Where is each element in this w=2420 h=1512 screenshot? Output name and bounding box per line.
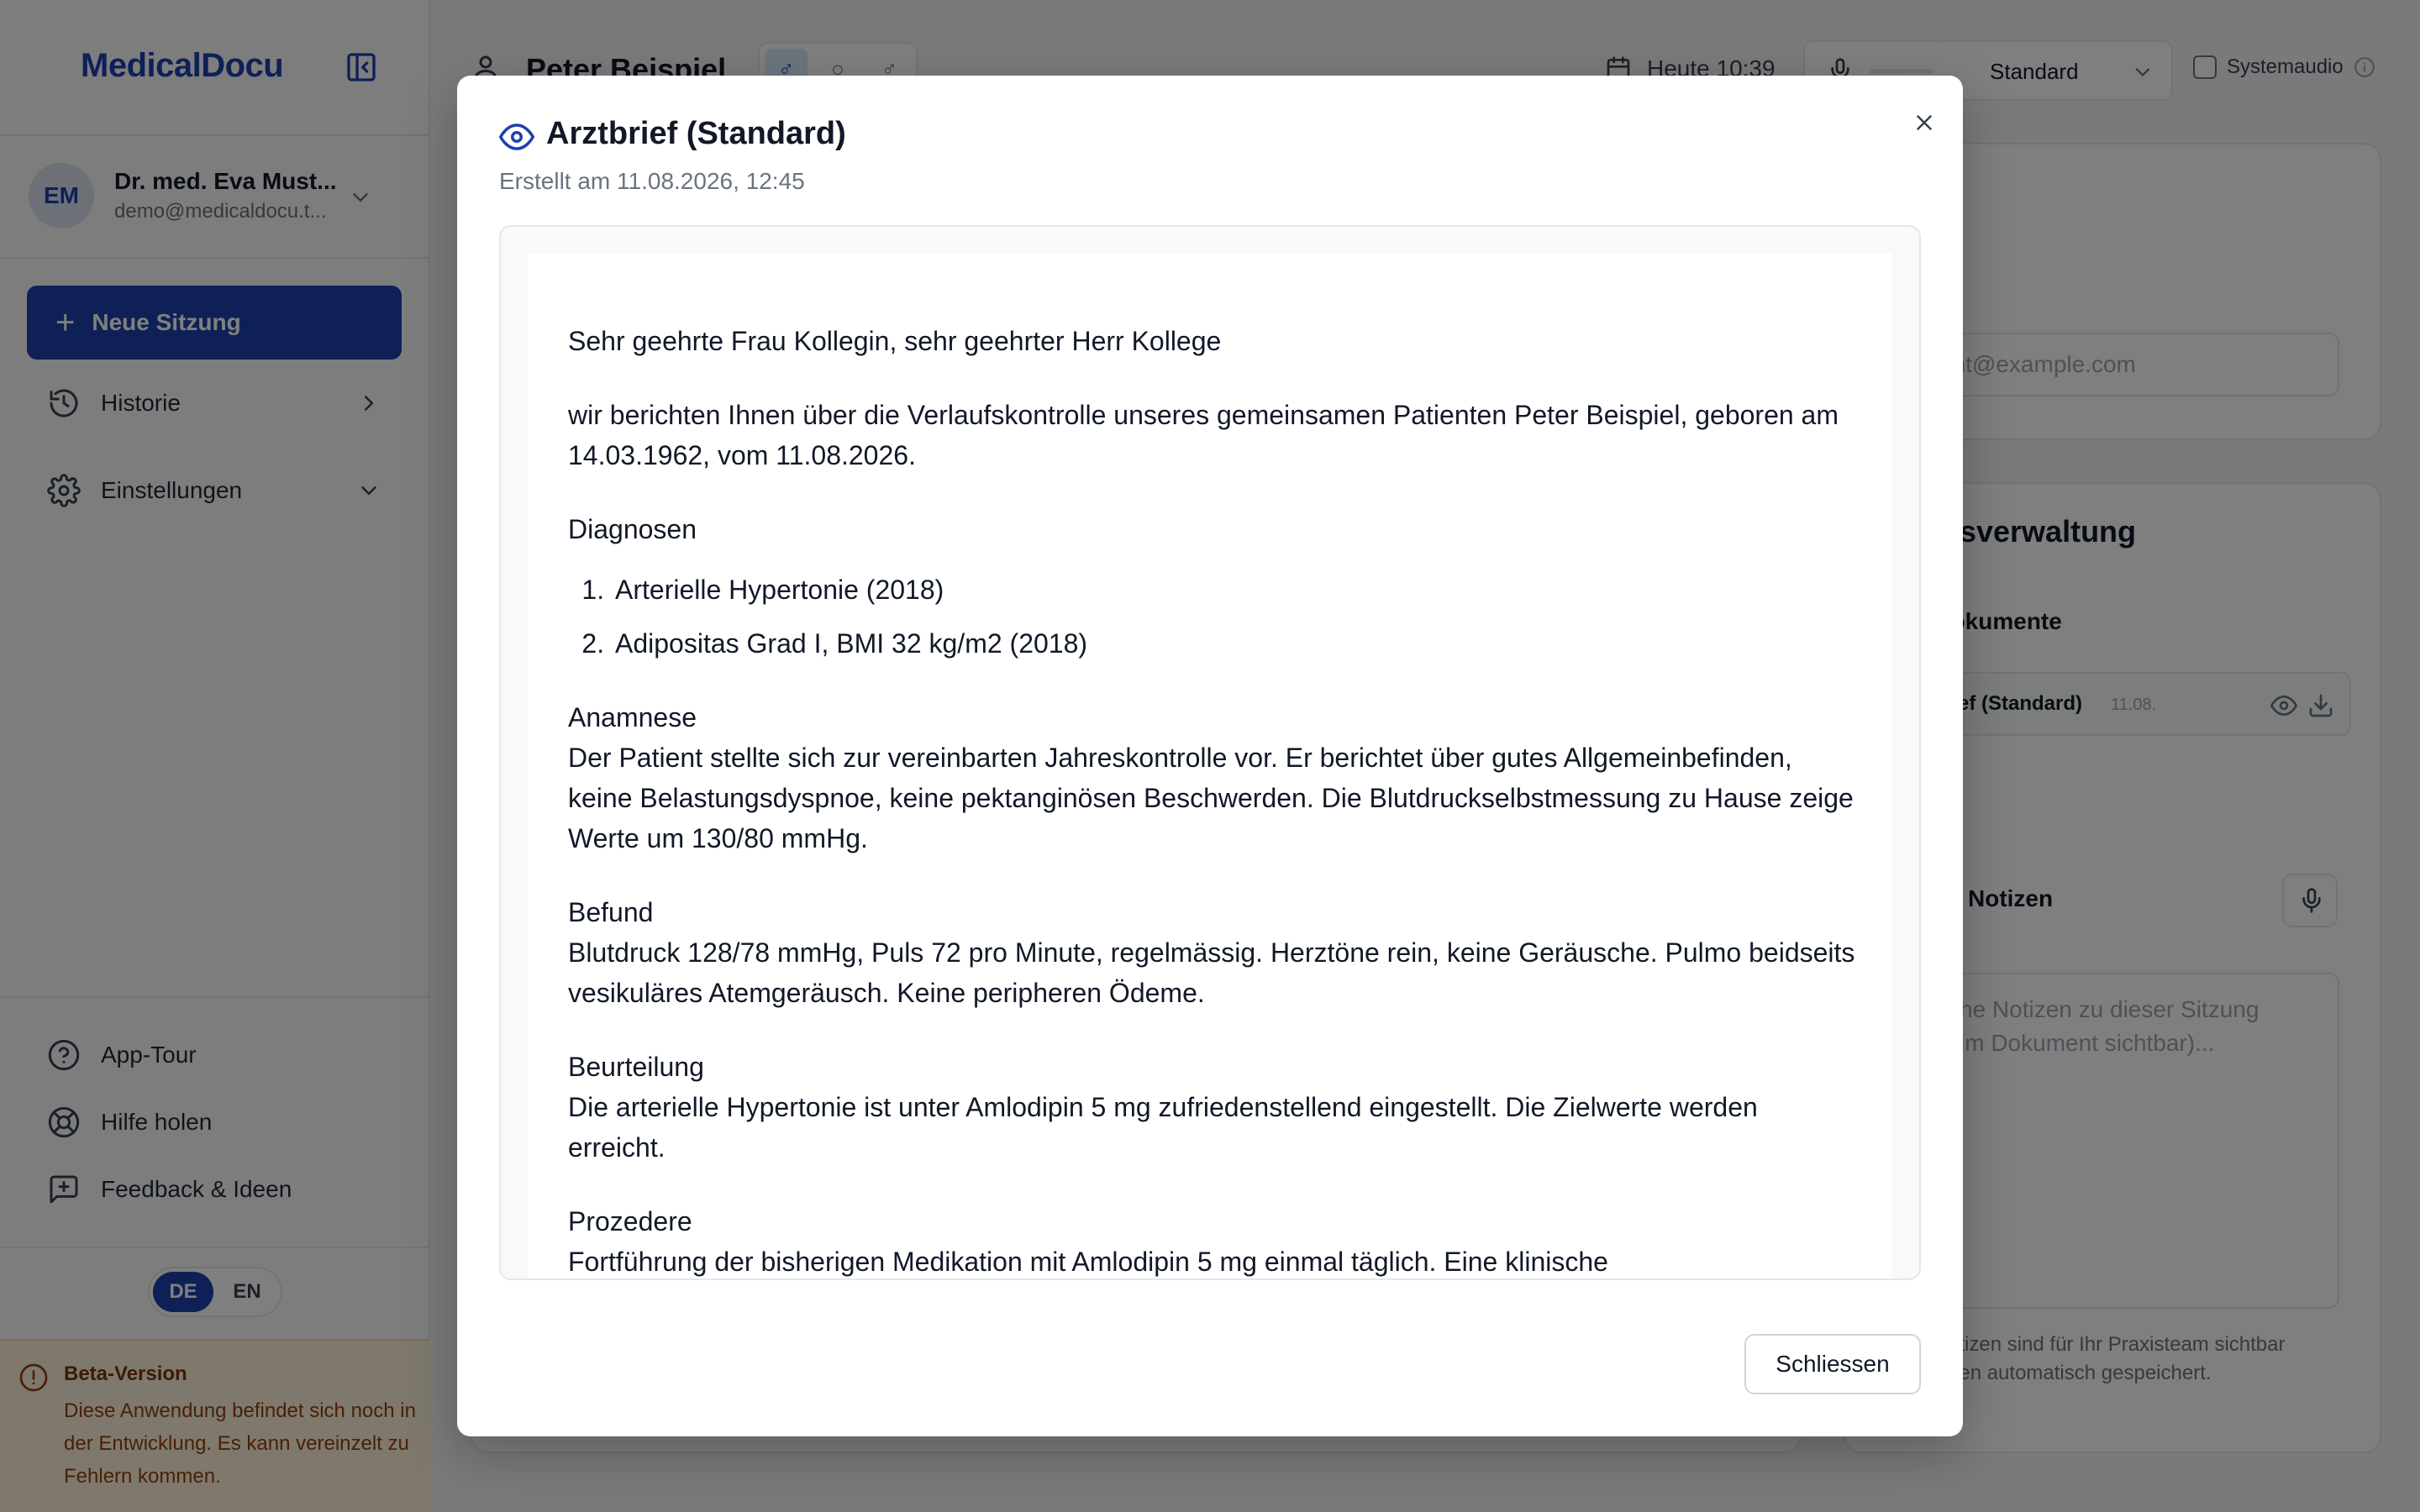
letter-body <box>568 321 1862 1280</box>
findings-heading: Befund <box>568 897 654 927</box>
diagnosis-item: 2. Adipositas Grad I, BMI 32 kg/m2 (2018) <box>612 623 1862 664</box>
procedure-heading: Prozedere <box>568 1206 692 1236</box>
eye-icon <box>499 119 534 155</box>
diagnoses-list <box>612 570 1862 664</box>
anamnesis-text: Der Patient stellte sich zur vereinbarten Jahreskontrolle vor. Er berichtet über gutes Allgemeinbefinden, keine Belastungsdyspnoe, keine pektanginösen Beschwerden. Die Blutdruckselbstmessung zu Hause zeige Werte um 130/80 mmHg. <box>568 743 1854 853</box>
close-button[interactable]: Schliessen <box>1744 1334 1921 1394</box>
assessment-heading: Beurteilung <box>568 1052 704 1082</box>
document-page <box>528 254 1892 1280</box>
letter-intro: wir berichten Ihnen über die Verlaufskontrolle unseres gemeinsamen Patienten Peter Beispiel, geboren am 14.03.1962, vom 11.08.2026. <box>568 400 1839 470</box>
diagnoses-heading: Diagnosen <box>568 514 697 544</box>
letter-salutation: Sehr geehrte Frau Kollegin, sehr geehrter Herr Kollege <box>568 326 1222 356</box>
dialog-title: Arztbrief (Standard) <box>546 116 846 151</box>
procedure-text: Fortführung der bisherigen Medikation mit Amlodipin 5 mg einmal täglich. Eine klinische <box>568 1247 1608 1277</box>
document-preview-dialog <box>457 76 1963 1436</box>
anamnesis-heading: Anamnese <box>568 702 697 732</box>
close-icon[interactable] <box>1904 102 1944 143</box>
assessment-text: Die arterielle Hypertonie ist unter Amlodipin 5 mg zufriedenstellend eingestellt. Die Zielwerte werden erreicht. <box>568 1092 1758 1163</box>
document-viewer[interactable] <box>499 225 1921 1280</box>
dialog-subtitle: Erstellt am 11.08.2026, 12:45 <box>499 168 805 194</box>
findings-text: Blutdruck 128/78 mmHg, Puls 72 pro Minute, regelmässig. Herztöne rein, keine Geräusche. Pulmo beidseits vesikuläres Atemgeräusch. Keine peripheren Ödeme. <box>568 937 1855 1008</box>
diagnosis-item: 1. Arterielle Hypertonie (2018) <box>612 570 1862 610</box>
